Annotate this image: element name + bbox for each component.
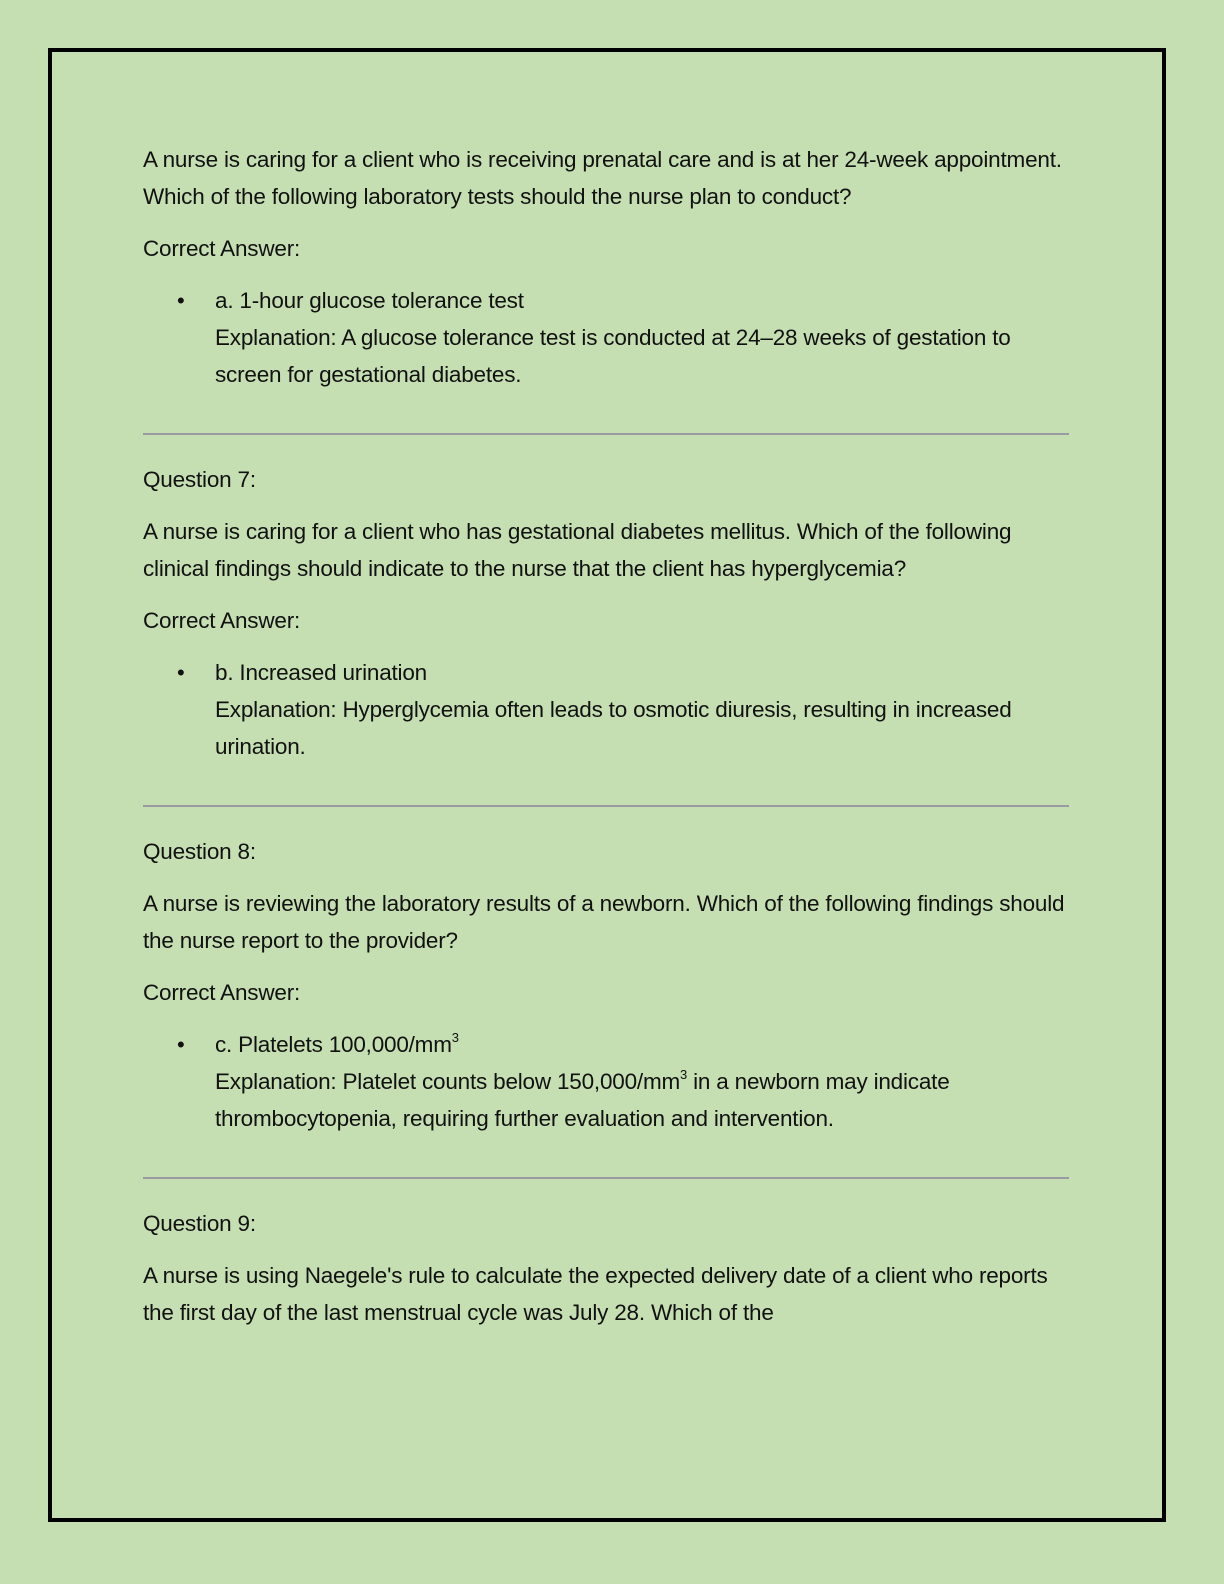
question-6-answer: a. 1-hour glucose tolerance test [215,288,524,313]
bullet-icon: • [177,288,185,313]
question-6-text: A nurse is caring for a client who is receiving prenatal care and is at her 24-week appointment. Which of the following laboratory tests should the nurse plan to conduct? [143,147,1062,209]
question-7-block [143,461,1078,765]
question-9-block [143,1205,1078,1331]
superscript-3: 3 [451,1029,459,1045]
bullet-icon: • [177,1032,185,1057]
section-divider [143,805,1069,807]
question-8-explanation-part1: Explanation: Platelet counts below 150,000/mm [215,1069,681,1094]
question-8-answer-text: c. Platelets 100,000/mm [215,1032,452,1057]
question-8-explanation-part2: in a newborn may indicate thrombocytopenia, requiring further evaluation and intervention. [215,1069,950,1131]
question-6-answer-list [143,282,1078,393]
question-8-answer-item [143,1026,1078,1137]
bullet-icon: • [177,660,185,685]
section-divider [143,433,1069,435]
document-content [143,141,1078,1346]
question-8-block [143,833,1078,1137]
question-9-heading: Question 9: [143,1211,256,1236]
question-8-explanation [215,1063,1078,1137]
question-7-answer-label: Correct Answer: [143,608,301,633]
question-8-answer-list [143,1026,1078,1137]
question-8-heading: Question 8: [143,839,256,864]
section-divider [143,1177,1069,1179]
question-7-answer-list [143,654,1078,765]
question-7-answer: b. Increased urination [215,660,427,685]
question-7-heading: Question 7: [143,467,256,492]
question-6-answer-label: Correct Answer: [143,236,301,261]
question-8-answer [215,1026,1078,1063]
question-6-block [143,141,1078,393]
superscript-3: 3 [680,1066,688,1082]
question-8-text: A nurse is reviewing the laboratory results of a newborn. Which of the following findings should the nurse report to the provider? [143,891,1065,953]
question-8-answer-label: Correct Answer: [143,980,301,1005]
question-6-explanation: Explanation: A glucose tolerance test is conducted at 24–28 weeks of gestation to screen for gestational diabetes. [215,325,1011,387]
question-6-answer-item [143,282,1078,393]
question-7-text: A nurse is caring for a client who has gestational diabetes mellitus. Which of the following clinical findings should indicate to the nurse that the client has hyperglycemia? [143,519,1012,581]
question-7-explanation: Explanation: Hyperglycemia often leads to osmotic diuresis, resulting in increased urination. [215,697,1012,759]
question-7-answer-item [143,654,1078,765]
question-9-text: A nurse is using Naegele's rule to calculate the expected delivery date of a client who reports the first day of the last menstrual cycle was July 28. Which of the [143,1263,1048,1325]
